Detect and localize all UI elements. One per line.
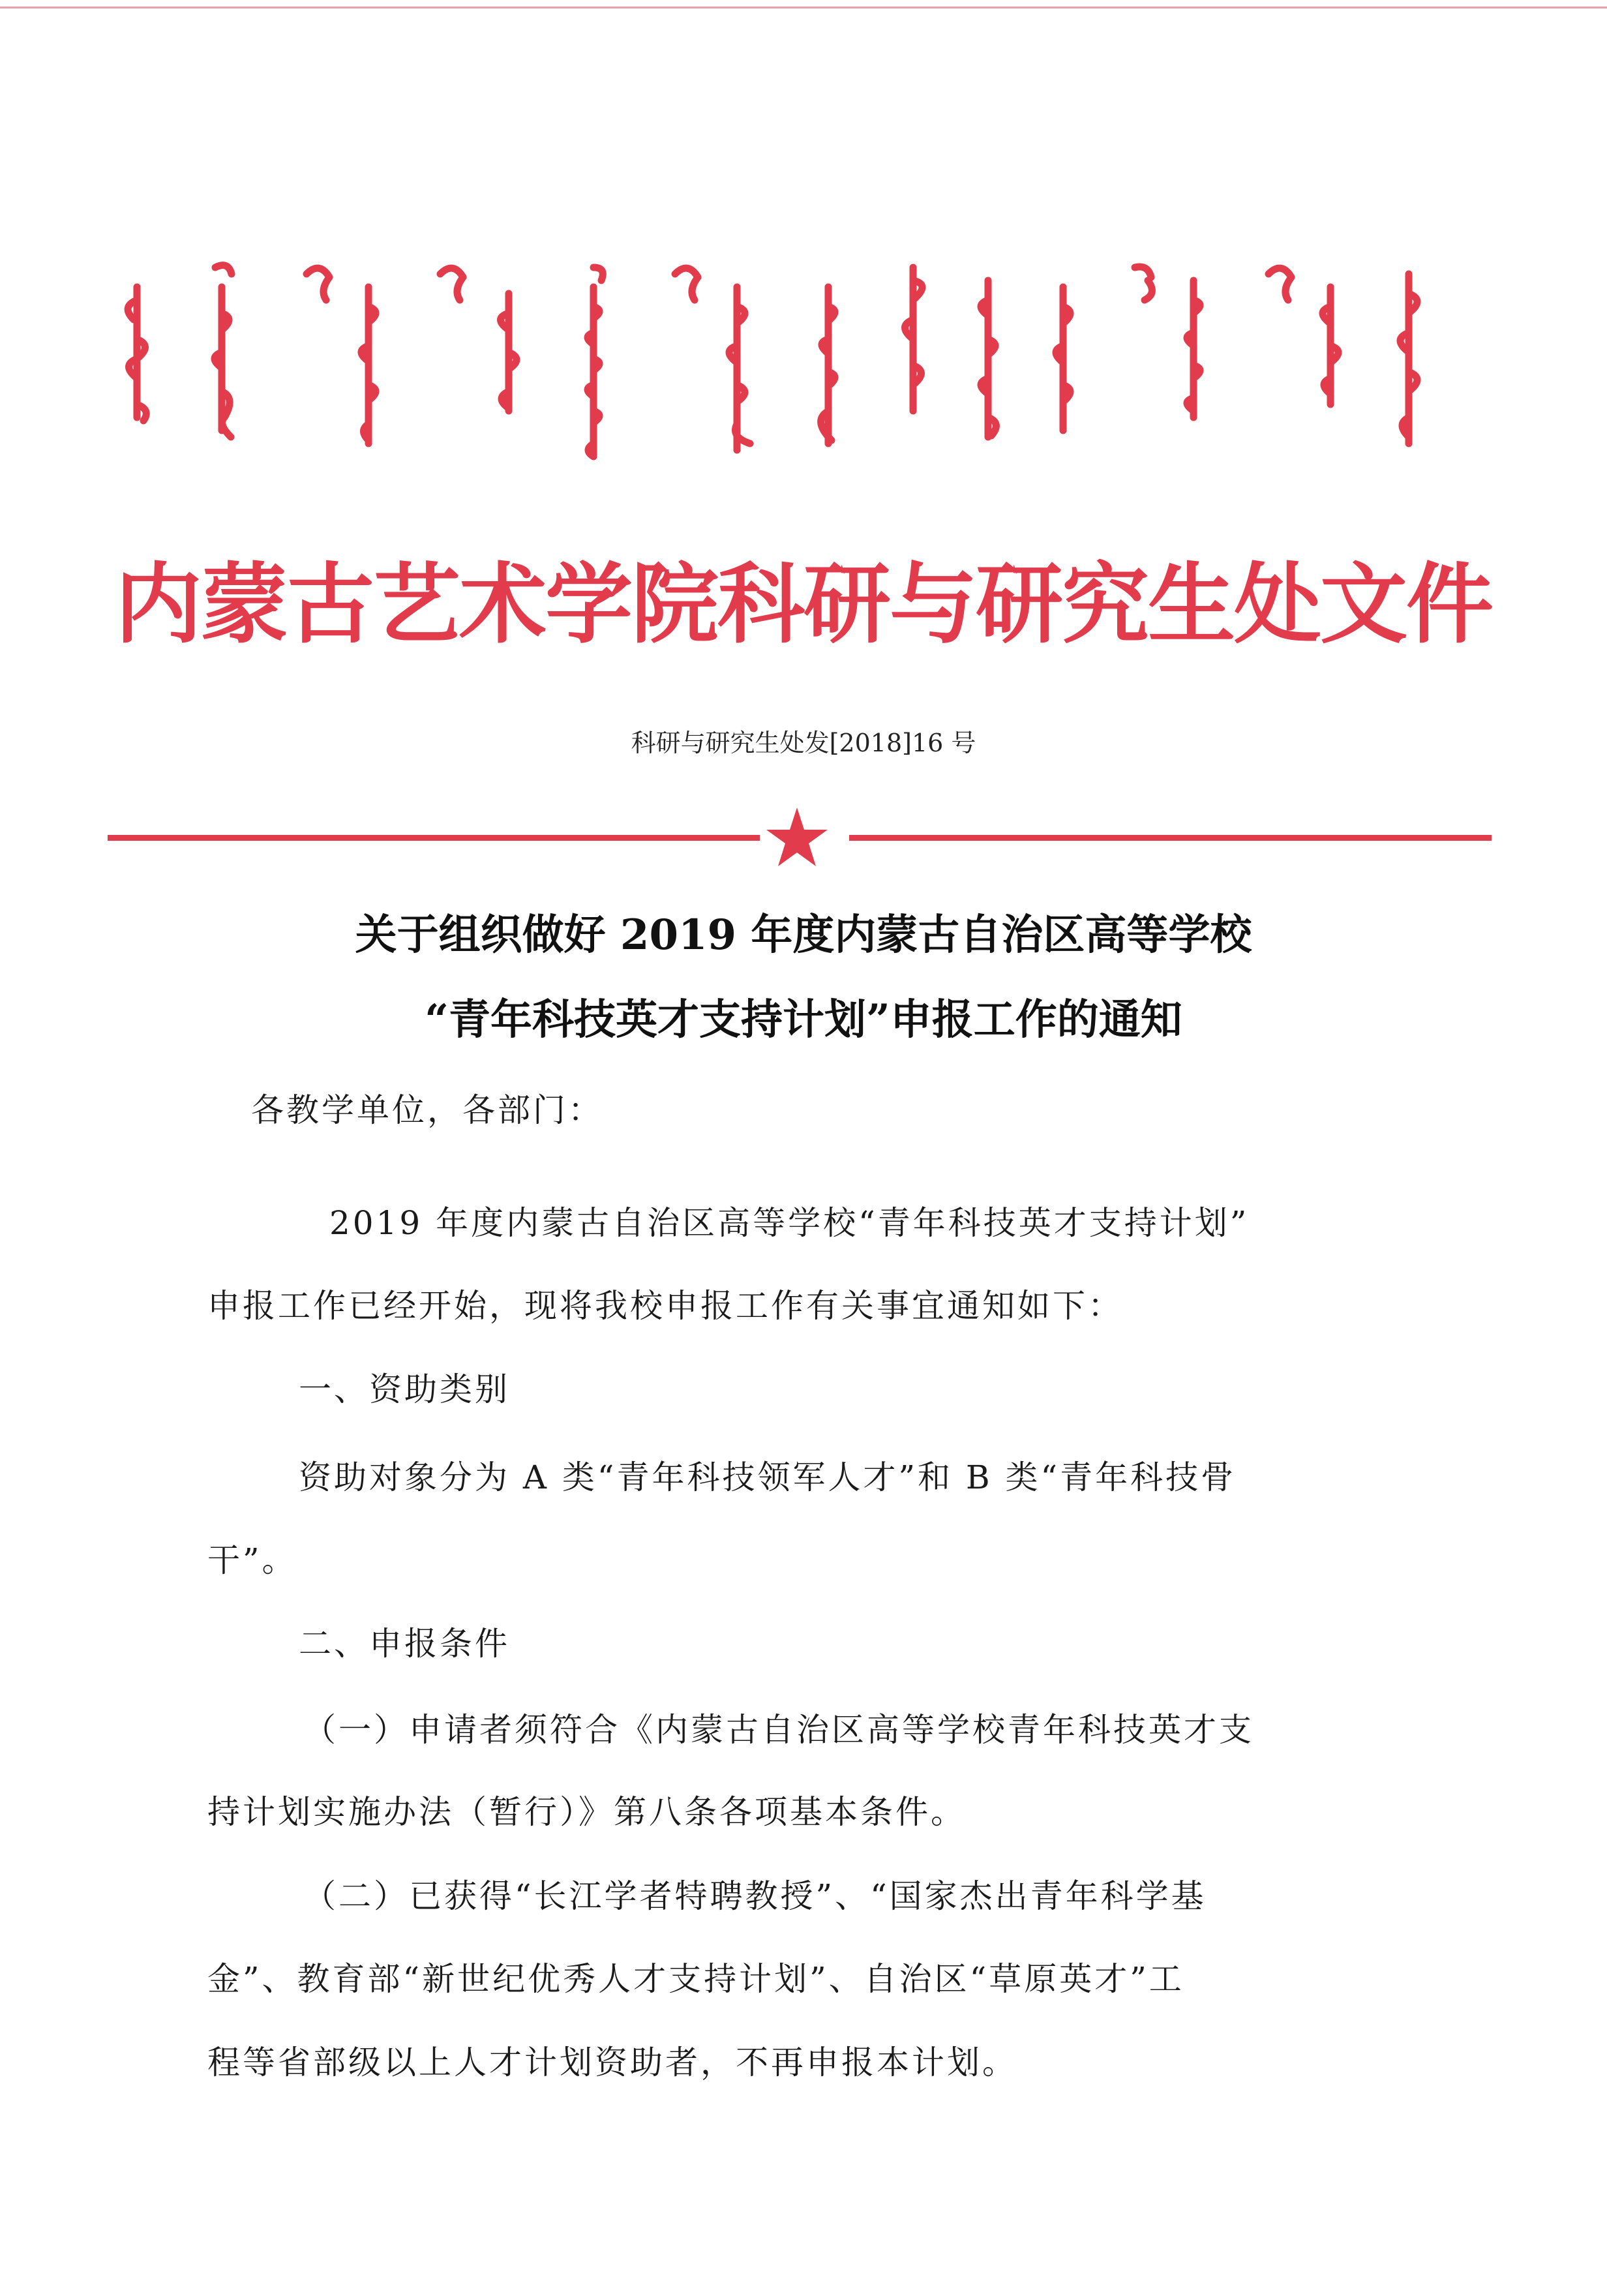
section1-line1: 资助对象分为 A 类“青年科技领军人才”和 B 类“青年科技骨	[299, 1458, 1237, 1496]
intro-line1: 2019 年度内蒙古自治区高等学校“青年科技英才支持计划”	[329, 1204, 1250, 1242]
top-edge-rule	[0, 7, 1607, 8]
section2-title: 二、申报条件	[299, 1625, 510, 1663]
item2-line3: 程等省部级以上人才计划资助者，不再申报本计划。	[207, 2044, 1017, 2081]
item2-line2: 金”、教育部“新世纪优秀人才支持计划”、自治区“草原英才”工	[207, 1960, 1184, 1998]
notice-title-line1: 关于组织做好 2019 年度内蒙古自治区高等学校	[355, 911, 1252, 959]
mongolian-script-header	[98, 261, 1480, 470]
document-number: 科研与研究生处发[2018]16 号	[631, 729, 976, 757]
item1-line2: 持计划实施办法（暂行）》第八条各项基本条件。	[207, 1793, 966, 1831]
red-divider-right	[849, 835, 1492, 841]
section1-title: 一、资助类别	[299, 1370, 510, 1408]
item2-line1: （二）已获得“长江学者特聘教授”、“国家杰出青年科学基	[303, 1877, 1207, 1915]
institution-title: 内蒙古艺术学院科研与研究生处文件	[114, 554, 1492, 656]
item1-line1: （一）申请者须符合《内蒙古自治区高等学校青年科技英才支	[303, 1711, 1254, 1749]
red-star-icon	[764, 805, 830, 870]
section1-line2: 干”。	[207, 1541, 297, 1579]
red-divider-left	[108, 835, 760, 841]
notice-title-line2: “青年科技英才支持计划”申报工作的通知	[425, 995, 1182, 1044]
intro-line2: 申报工作已经开始，现将我校申报工作有关事宜通知如下：	[207, 1287, 1123, 1325]
salutation: 各教学单位，各部门：	[251, 1091, 603, 1129]
